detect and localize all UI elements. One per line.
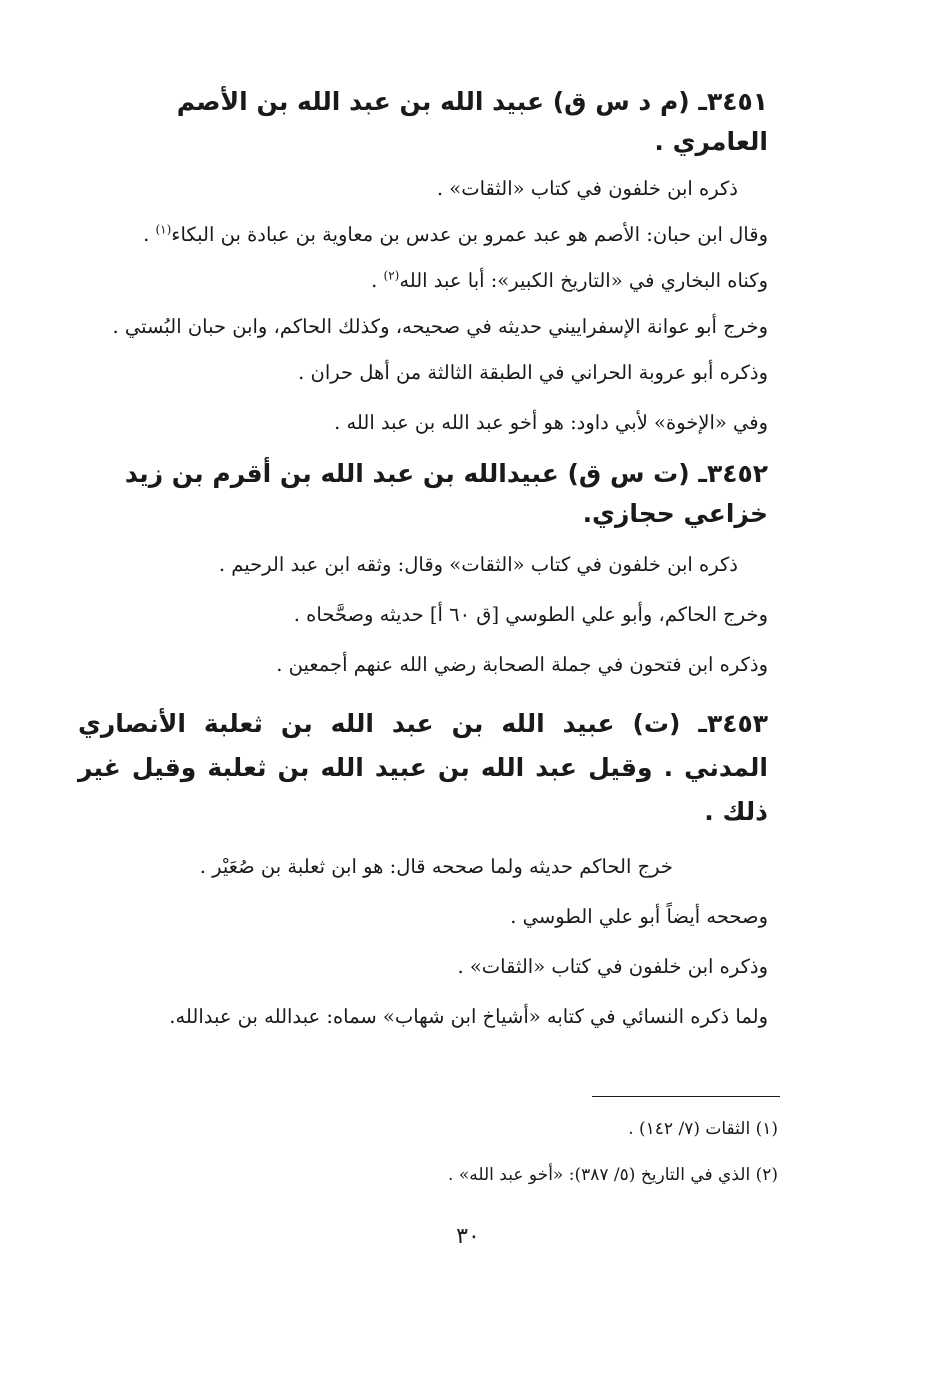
paragraph-text: وقال ابن حبان: الأصم هو عبد عمرو بن عدس بن معاوية بن عبادة بن البكاء [171, 223, 768, 246]
footnote-ref: (٢) [383, 268, 400, 283]
entry-paragraph: وذكره ابن خلفون في كتاب «الثقات» . [457, 955, 768, 978]
entry-paragraph: وصححه أيضاً أبو علي الطوسي . [510, 905, 768, 928]
entry-paragraph: وذكره ابن فتحون في جملة الصحابة رضي الله عنهم أجمعين . [276, 653, 768, 676]
footnote-ref: (١) [155, 222, 172, 237]
entry-heading: ٣٤٥٢ـ (ت س ق) عبيدالله بن عبد الله بن أقرم بن زيد خزاعي حجازي. [124, 459, 768, 528]
entry-paragraph: ولما ذكره النسائي في كتابه «أشياخ ابن شهاب» سماه: عبدالله بن عبدالله. [169, 1005, 768, 1028]
entry-paragraph: ذكره ابن خلفون في كتاب «الثقات» وقال: وثقه ابن عبد الرحيم . [218, 553, 738, 576]
entry-heading: ٣٤٥١ـ (م د س ق) عبيد الله بن عبد الله بن الأصم العامري . [176, 87, 768, 156]
paragraph-text: وكناه البخاري في «التاريخ الكبير»: أبا عبد الله [399, 269, 768, 292]
entry-paragraph: وفي «الإخوة» لأبي داود: هو أخو عبد الله بن عبد الله . [334, 411, 768, 434]
entry-paragraph: وخرج أبو عوانة الإسفراييني حديثه في صحيحه، وكذلك الحاكم، وابن حبان البُستي . [112, 315, 768, 338]
entry-paragraph: ذكره ابن خلفون في كتاب «الثقات» . [436, 177, 738, 200]
page-body [78, 82, 768, 1036]
entry-paragraph: خرج الحاكم حديثه ولما صححه قال: هو ابن ثعلبة بن صُعَيْر . [199, 855, 673, 878]
entry-paragraph [78, 262, 768, 300]
footnote: (١) الثقات (٧/ ١٤٢) . [628, 1119, 778, 1139]
paragraph-tail: . [143, 223, 156, 246]
entry-paragraph: وخرج الحاكم، وأبو علي الطوسي [ق ٦٠ أ] حديثه وصحَّحاه . [293, 603, 768, 626]
entry-paragraph: وذكره أبو عروبة الحراني في الطبقة الثالثة من أهل حران . [298, 361, 768, 384]
paragraph-tail: . [371, 269, 384, 292]
entry-heading: ٣٤٥٣ـ (ت) عبيد الله بن عبد الله بن ثعلبة الأنصاري المدني . وقيل عبد الله بن عبيد الله بن ثعلبة وقيل غير ذلك . [78, 709, 768, 826]
page-number: ٣٠ [456, 1224, 480, 1249]
footnote: (٢) الذي في التاريخ (٥/ ٣٨٧): «أخو عبد الله» . [448, 1165, 778, 1185]
footnote-separator [592, 1096, 780, 1097]
footnotes [78, 1106, 778, 1198]
entry-paragraph [78, 216, 768, 254]
